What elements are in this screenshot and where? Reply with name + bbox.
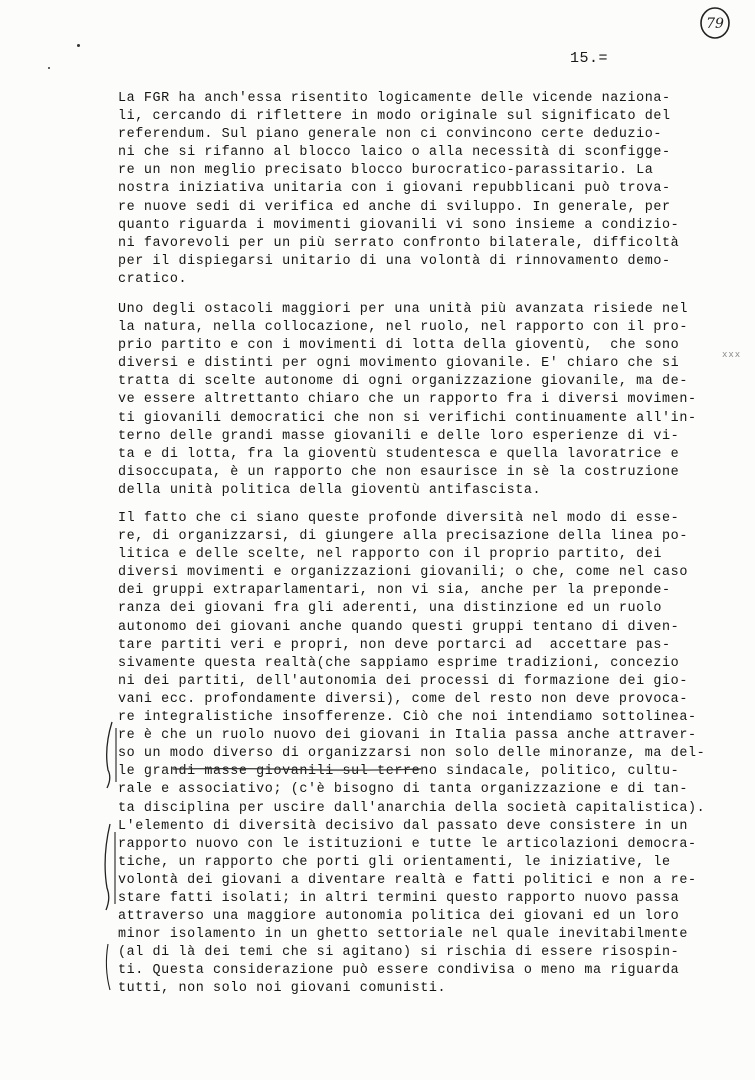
text-line: re, di organizzarsi, di giungere alla precisazione della linea po-	[118, 529, 688, 545]
text-line: ni favorevoli per un più serrato confronto bilaterale, difficoltà	[118, 235, 680, 251]
text-line: (al di là dei temi che si agitano) si rischia di essere risospin-	[118, 945, 680, 961]
text-line: quanto riguarda i movimenti giovanili vi sono insieme a condizio-	[118, 217, 680, 233]
margin-note: xxx	[722, 350, 742, 360]
text-line: tiche, un rapporto che porti gli orientamenti, le iniziative, le	[118, 854, 671, 870]
text-line: terno delle grandi masse giovanili e delle loro esperienze di vi-	[118, 428, 680, 444]
text-line: ti. Questa considerazione può essere condivisa o meno ma riguarda	[118, 963, 680, 979]
margin-bracket-marks	[98, 718, 122, 1018]
text-line: tratta di scelte autonome di ogni organizzazione giovanile, ma de-	[118, 374, 688, 390]
handwritten-underline	[172, 767, 422, 771]
paper-speck	[48, 67, 50, 69]
text-line: tutti, non solo noi giovani comunisti.	[118, 981, 447, 997]
text-line: Il fatto che ci siano queste profonde diversità nel modo di esse-	[118, 511, 680, 526]
paragraph-2	[118, 301, 720, 500]
text-line: le grandi masse giovanili sul terreno sindacale, politico, cultu-	[118, 764, 680, 780]
text-line: volontà dei giovani a diventare realtà e fatti politici e non a re-	[118, 872, 697, 888]
text-line: autonomo dei giovani anche quando questi gruppi tentano di diven-	[118, 619, 680, 635]
archive-stamp	[698, 6, 732, 40]
text-line: ve essere altrettanto chiaro che un rapporto fra i diversi movimen-	[118, 392, 697, 408]
text-line: sivamente questa realtà(che sappiamo esprime tradizioni, concezio	[118, 655, 680, 671]
text-line: rapporto nuovo con le istituzioni e tutte le articolazioni democra-	[118, 836, 697, 852]
page-number: 15.=	[570, 50, 609, 67]
text-line: ti giovanili democratici che non si verifichi continuamente all'in-	[118, 410, 697, 426]
text-line: minor isolamento in un ghetto settoriale nel quale inevitabilmente	[118, 927, 688, 943]
text-line: la natura, nella collocazione, nel ruolo, nel rapporto con il pro-	[118, 320, 688, 336]
text-line: prio partito e con i movimenti di lotta della gioventù, che sono	[118, 338, 680, 354]
text-line: ni dei partiti, dell'autonomia dei processi di formazione dei gio-	[118, 673, 688, 689]
text-line: attraverso una maggiore autonomia politica dei giovani ed un loro	[118, 909, 680, 925]
text-line: ni che si rifanno al blocco laico o alla necessità di sconfigge-	[118, 145, 671, 161]
paper-speck	[77, 44, 80, 47]
text-line: disoccupata, è un rapporto che non esaurisce in sè la costruzione	[118, 464, 680, 480]
text-line: cratico.	[118, 271, 188, 287]
text-line: referendum. Sul piano generale non ci convincono certe deduzio-	[118, 127, 663, 143]
text-line: diversi movimenti e organizzazioni giovanili; o che, come nel caso	[118, 565, 688, 581]
circled-number-stamp-icon	[698, 6, 732, 40]
text-line: so un modo diverso di organizzarsi non solo delle minoranze, ma del-	[118, 746, 706, 762]
paragraph-1	[118, 90, 720, 289]
text-line: ta disciplina per uscire dall'anarchia della società capitalistica).	[118, 800, 706, 816]
text-line: li, cercando di riflettere in modo originale sul significato del	[118, 109, 671, 125]
text-line: per il dispiegarsi unitario di una volontà di rinnovamento demo-	[118, 253, 671, 269]
text-line: La FGR ha anch'essa risentito logicamente delle vicende naziona-	[118, 91, 671, 106]
text-line: re è che un ruolo nuovo dei giovani in Italia passa anche attraver-	[118, 728, 697, 744]
text-line: re un non meglio precisato blocco burocratico-parassitario. La	[118, 163, 654, 179]
text-line: diversi e distinti per ogni movimento giovanile. E' chiaro che si	[118, 356, 680, 372]
text-line: ta e di lotta, fra la gioventù studentesca e quella lavoratrice e	[118, 446, 680, 462]
stamp-number: 79	[706, 16, 724, 32]
paragraph-3	[118, 510, 720, 999]
text-line: litica e delle scelte, nel rapporto con il proprio partito, dei	[118, 547, 663, 563]
text-line: L'elemento di diversità decisivo dal passato deve consistere in un	[118, 818, 688, 834]
text-line: della unità politica della gioventù antifascista.	[118, 482, 542, 498]
text-line: Uno degli ostacoli maggiori per una unità più avanzata risiede nel	[118, 302, 688, 317]
text-line: re integralistiche insofferenze. Ciò che noi intendiamo sottolinea-	[118, 710, 697, 726]
text-line: ranza dei giovani fra gli aderenti, una distinzione ed un ruolo	[118, 601, 663, 617]
text-line: tare partiti veri e propri, non deve portarci ad accettare pas-	[118, 637, 671, 653]
text-line: re nuove sedi di verifica ed anche di sviluppo. In generale, per	[118, 199, 671, 215]
text-line: nostra iniziativa unitaria con i giovani repubblicani può trova-	[118, 181, 671, 197]
text-line: vani ecc. profondamente diversi), come del resto non deve provoca-	[118, 691, 688, 707]
text-line: rale e associativo; (c'è bisogno di tanta organizzazione e di tan-	[118, 782, 688, 798]
text-line: dei gruppi extraparlamentari, non vi sia, anche per la preponde-	[118, 583, 671, 599]
text-line: stare fatti isolati; in altri termini questo rapporto nuovo passa	[118, 890, 680, 906]
